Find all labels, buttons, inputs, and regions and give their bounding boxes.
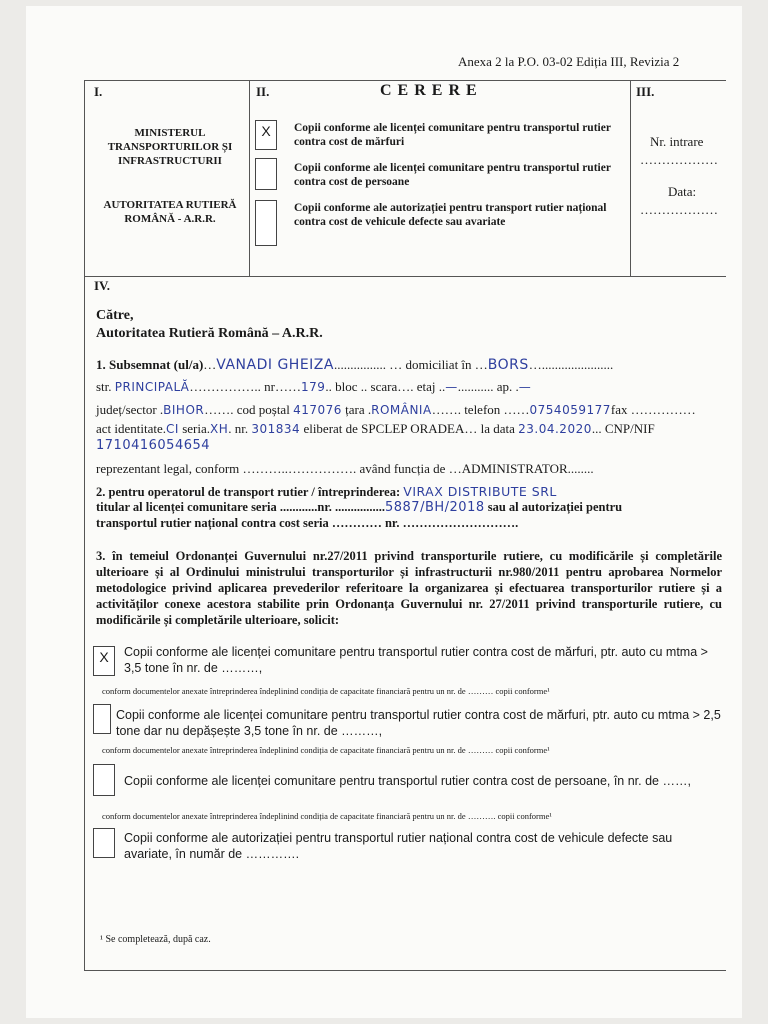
street-label: str. (96, 379, 112, 394)
name-dots-tail: ............... (333, 357, 383, 372)
request-goods-35-note: conform documentelor anexate întreprinderea îndeplinind condiția de capacitate financiară pentru un nr. de ……… copii conforme¹ (102, 686, 550, 696)
street-tail: …………….. nr…… (189, 379, 301, 394)
postal-code-value[interactable]: 417076 (293, 403, 342, 417)
applicant-label: 1. Subsemnat (ul/a) (96, 357, 204, 372)
request-goods-25-checkbox[interactable] (93, 704, 111, 734)
request-persons-note: conform documentelor anexate întreprinderea îndeplinind condiția de capacitate financiară pentru un nr. de ………. copii conforme¹ (102, 811, 552, 821)
column-divider-2 (630, 80, 631, 276)
table-left-border (84, 80, 85, 970)
date-field[interactable]: ……………… (640, 202, 718, 217)
footnote: ¹ Se completează, după caz. (100, 934, 211, 945)
id-type-label: act identitate. (96, 421, 167, 436)
request-vehicles-text: Copii conforme ale autorizației pentru transportul rutier național contra cost de vehicule defecte sau avariate, în număr de …………. (124, 831, 673, 861)
entry-number-label: Nr. intrare (650, 134, 704, 149)
option-vehicles-text: Copii conforme ale autorizației pentru transport rutier național contra cost de vehicule defecte sau avariate (294, 202, 607, 228)
option-vehicles-checkbox[interactable] (255, 200, 277, 246)
section-1-number: I. (94, 84, 103, 99)
recipient-name: Autoritatea Rutieră Română – A.R.R. (96, 326, 323, 341)
country-value[interactable]: ROMÂNIA (371, 403, 432, 417)
apartment-value[interactable]: — (518, 380, 532, 394)
date-label: Data: (668, 184, 697, 199)
operator-label: 2. pentru operatorul de transport rutier / întreprinderea: (96, 485, 401, 499)
county-value[interactable]: BIHOR (163, 403, 205, 417)
section-3-number: III. (636, 84, 655, 99)
section-4-number: IV. (94, 278, 111, 293)
county-label: județ/sector . (96, 402, 164, 417)
authority-name: AUTORITATEA RUTIERĂ ROMÂNĂ - A.R.R. (103, 199, 237, 225)
request-persons-text: Copii conforme ale licenței comunitare pentru transportul rutier contra cost de persoane, în nr. de ……, (124, 774, 691, 788)
address-line (96, 379, 531, 395)
recipient-to: Către, (96, 308, 134, 323)
cnp-label: ... CNP/NIF (591, 421, 655, 436)
street-value[interactable]: PRINCIPALĂ (114, 380, 190, 394)
operator-company[interactable]: VIRAX DISTRIBUTE SRL (403, 484, 557, 499)
id-line (96, 421, 655, 437)
city-dots: …...................... (528, 357, 614, 372)
bloc-label: .. bloc .. scara…. etaj .. (325, 379, 446, 394)
annex-reference: Anexa 2 la P.O. 03-02 Ediția III, Revizia 2 (458, 54, 680, 69)
legal-basis-paragraph: 3. în temeiul Ordonanței Guvernului nr.27/2011 privind transporturile rutiere, cu modificările și completările ulterioare și al Ordinului ministrului transporturilor și infrastructurii nr.980/2011 pentru aprobarea Normelor metodologice privind aplicarea prevederilor referitoare la organizarea și efectuarea transporturilor rutiere și a activităților conexe acestora stabilite prin Ordonanța Guvernului nr. 27/2011 privind transporturile rutiere, cu modificările și completările ulterioare, solicit: (96, 549, 722, 627)
series-value[interactable]: XH (210, 422, 229, 436)
applicant-line: 1. Subsemnat (ul/a)…VANADI GHEIZA................ … domiciliat în …BORS…...................... (96, 357, 614, 373)
id-type-value[interactable]: CI (166, 422, 179, 436)
series-label: seria. (182, 421, 210, 436)
legal-representative-line: reprezentant legal, conform ………..……………. având funcția de …ADMINISTRATOR........ (96, 461, 594, 476)
cnp-value[interactable]: 1710416054654 (96, 438, 211, 453)
domicile-city[interactable]: BORS (487, 357, 529, 373)
operator-line (96, 484, 557, 500)
issue-date[interactable]: 23.04.2020 (518, 422, 592, 436)
request-goods-35-checkbox[interactable]: X (93, 646, 115, 676)
national-transport-line: transportul rutier național contra cost seria ………… nr. ………………………. (96, 516, 519, 530)
phone-value[interactable]: 0754059177 (529, 403, 611, 417)
page-bottom-border (84, 970, 726, 971)
column-divider-1 (249, 80, 250, 276)
id-number-value[interactable]: 301834 (251, 422, 301, 436)
option-goods-text: Copii conforme ale licenței comunitare pentru transportul rutier contra cost de mărfuri (294, 122, 611, 148)
house-number[interactable]: 179 (300, 380, 326, 394)
option-persons-text: Copii conforme ale licenței comunitare pentru transportul rutier contra cost de persoane (294, 162, 611, 188)
name-dots: … (203, 357, 217, 372)
table-bottom-border (84, 276, 726, 277)
request-title: C E R E R E (380, 82, 478, 99)
postal-code-label: ……. cod poștal (204, 402, 290, 417)
floor-value[interactable]: — (445, 380, 458, 394)
option-persons-checkbox[interactable] (255, 158, 277, 190)
license-number[interactable]: 5887/BH/2018 (384, 500, 485, 515)
request-goods-25-text: Copii conforme ale licenței comunitare pentru transportul rutier contra cost de mărfuri, ptr. auto cu mtma > 2,5 tone dar nu depășește 3,5 tone în nr. de ………, (116, 708, 721, 738)
country-label: țara . (345, 402, 372, 417)
license-line (96, 500, 622, 515)
fax-label: fax …………… (610, 402, 696, 417)
phone-label: ……. telefon …… (431, 402, 530, 417)
request-goods-25-note: conform documentelor anexate întreprinderea îndeplinind condiția de capacitate financiară pentru un nr. de ……… copii conforme¹ (102, 745, 550, 755)
authorization-label: sau al autorizației pentru (487, 500, 623, 514)
request-goods-35-text: Copii conforme ale licenței comunitare pentru transportul rutier contra cost de mărfuri, ptr. auto cu mtma > 3,5 tone în nr. de ………, (124, 645, 708, 675)
applicant-name[interactable]: VANADI GHEIZA (216, 357, 334, 373)
entry-number-field[interactable]: ……………… (640, 152, 718, 167)
county-line (96, 402, 696, 418)
request-vehicles-checkbox[interactable] (93, 828, 115, 858)
ministry-name: MINISTERUL TRANSPORTURILOR ȘI INFRASTRUCTURII (107, 127, 233, 167)
apartment-label: ........... ap. . (457, 379, 519, 394)
id-number-label: . nr. (228, 421, 249, 436)
license-label: titular al licenței comunitare seria ............nr. ................ (96, 500, 385, 514)
domicile-label: . … domiciliat în (382, 357, 472, 372)
request-persons-checkbox[interactable] (93, 764, 115, 796)
section-2-number: II. (256, 84, 270, 99)
option-goods-checkbox[interactable]: X (255, 120, 277, 150)
issued-by: eliberat de SPCLEP ORADEA… la data (303, 421, 515, 436)
